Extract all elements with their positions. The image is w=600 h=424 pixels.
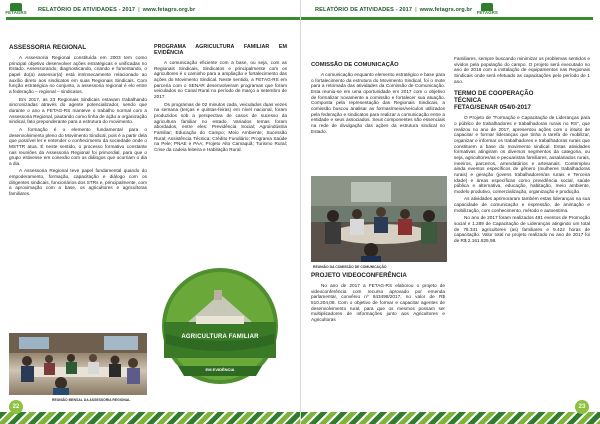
left-footer-stripe [0, 412, 300, 424]
fetagrs-logo: FETAGRS [6, 2, 26, 18]
assessoria-section [9, 44, 147, 199]
assessoria-paragraph: Em 2017, as 23 Regionais Sindicais estavam trabalhando sincronizadas através do agente potencializador, sendo que durante o ano a FETAG-RS manteve o trabalho normal com a Assessoria Regional, pautando como linha de ação a organização sindical, fato preponderante para a estrutura do movimento. [9, 96, 147, 125]
left-photo-caption: REUNIÃO MENSAL DA ASSESSORIA REGIONAL [52, 398, 131, 402]
left-header: FETAGRS RELATÓRIO DE ATIVIDADES - 2017 | www.fetagrs.org.br [6, 3, 195, 16]
left-page-number: 22 [9, 400, 23, 414]
termo-paragraph: O Projeto de "Formação e Capacitação de Lideranças para o público de trabalhadores e trabalhadoras rurais no RS", que realizou no ano de 2017, apresentou ações com o intuito de capacitar e formar lideranças que tinha a tarefa de mobilizar, organizar e informar os trabalhadores e trabalhadoras rurais que constituem a base do movimento sindical. Estas atividades formativas atingiram os diversos segmentos da categoria, ou seja, agricultores/as e pecuaristas familiares, assalariados rurais, meeiros, parceiros, arrendatários e artesanais. Contemplou ainda eventos específicos de gênero (mulheres trabalhadoras rurais) e geração (jovens trabalhadores/as rurais e Terceira Idade) e áreas específicas como previdência social, saúde pública e alternativa, educação, habitação, meio ambiente, modelo produtivo, comercialização, organização e produção. [454, 115, 590, 194]
comissao-section [311, 62, 445, 136]
video-section [311, 272, 445, 325]
programa-title: PROGRAMA AGRICULTURA FAMILIAR EM EVIDÊNCIA [154, 44, 287, 56]
right-header-title: RELATÓRIO DE ATIVIDADES - 2017 [315, 6, 413, 13]
right-header-website[interactable]: www.fetagrs.org.br [419, 6, 473, 13]
left-header-title: RELATÓRIO DE ATIVIDADES - 2017 [38, 6, 136, 13]
right-page [300, 0, 600, 424]
banner-subtitle: EM EVIDÊNCIA [205, 367, 235, 372]
right-header-bar [301, 17, 593, 20]
left-header-website[interactable]: www.fetagrs.org.br [142, 6, 196, 13]
right-photo-caption: REUNIÃO DA COMISSÃO DE COMUNICAÇÃO [313, 265, 387, 269]
assessoria-meeting-photo [9, 333, 147, 395]
assessoria-title: ASSESSORIA REGIONAL [9, 44, 87, 51]
video-continued-paragraph: Familiares, sempre buscando minimizar os problemas sentidos e vividos pela população do campo. O projeto será executado no ano de 2018 com a instalação de equipamentos nas Regionais Sindicais onde será efetuado as capacitações pelo período de 1 ano. [454, 56, 590, 84]
comissao-title: COMISSÃO DE COMUNICAÇÃO [311, 62, 399, 68]
fetagrs-logo: FETAGRS [477, 2, 497, 18]
termo-paragraph: As atividades aprimoraram também estas lideranças na sua capacidade de comunicação e expressão, de animação e mobilização, com conhecimento, método e autoestima. [454, 196, 590, 213]
programa-section [154, 44, 287, 155]
right-page-number: 23 [575, 400, 589, 414]
programa-paragraph: A comunicação eficiente com a base, ou seja, com as Regionais Sindicais, Sindicatos e principalmente com os agricultores é o caminho para a ampliação e fortalecimento das ações do Movimento Sindical. Neste sentido, a FETAG-RS em parceria com o SENAR desenvolveram programas que foram veiculados no Canal Rural no período de março a setembro de 2017. [154, 60, 287, 99]
termo-title-line3: FETAG/SENAR 054/0-2017 [454, 104, 531, 112]
assessoria-paragraph: A formação é o elemento fundamental para o desenvolvimento pleno do Movimento Sindical, pois é a partir dela que possível ler e entender o conhecimento da sociedade onde o MSTTR atua. É neste sentido, o processo formativo constante nas reuniões da Assessoria Regional foi primordial, para que o grupo estivesse em conexão com os diálogos que ocorriam o dia a dia. [9, 126, 147, 166]
right-header: RELATÓRIO DE ATIVIDADES - 2017 | www.fetagrs.org.br FETAGRS [315, 3, 497, 16]
right-footer-stripe [301, 412, 600, 424]
comissao-paragraph: A comunicação enquanto elemento estratégico e base para o fortalecimento da estrutura do Movimento Sindical, foi o mote para a retomada das atividades da Comissão de Comunicação. Esta reuniu-se em uma oportunidade em 2017 com o objetivo de formalizar novamente a comissão e fortalecer sua atuação. Composta pela representação das Regionais Sindicais, a comissão buscou analisar as formas/meios/veículos utilizados pela federação e sindicatos para realizar a comunicação entre a entidade e seus associados. Seus componentes são essenciais na rede de divulgação das ações da estrutura sindical no Estado. [311, 72, 445, 134]
termo-section [454, 56, 590, 246]
assessoria-paragraph: A Assessoria Regional constituída em 2003 tem como principal objetivo desenvolver ações estratégicas e unificadas no Estado. Assessorando, diagnosticando, criando e fomentando, o papel do(a) assessor(a) está intrinsecamente relacionado ao auxílio direto aos sindicatos em suas Regionais Sindicais. Com função estratégica no conjunto, a assessoria regional é elo entre a federação – regional – sindicatos. [9, 55, 147, 94]
termo-paragraph: No ano de 2017 foram realizados 481 eventos de Promoção social e 1.289 de Capacitação de Lideranças atingindo um total de 78.341 agricultores (as) familiares e 9.422 horas de capacitação. Valor total no projeto realizado no ano de 2017 foi de R$ 2.161.825,98. [454, 215, 590, 244]
video-title: PROJETO VIDEOCONFERÊNCIA [311, 272, 407, 279]
agricultura-familiar-banner [158, 264, 282, 388]
assessoria-paragraph: A Assessoria Regional teve papel fundamental quando do empoderamento, formação, capacitação e diálogo com os dirigentes sindicais, funcionários dos STRs e, principalmente, com a aproximação com a base, os agricultores e agricultoras familiares. [9, 168, 147, 197]
banner-title: AGRICULTURA FAMILIAR [181, 334, 259, 340]
comissao-meeting-photo [311, 176, 447, 262]
termo-title-line1: TERMO DE COOPERAÇÃO [454, 90, 534, 98]
programa-paragraph: Os programas de 02 minutos cada, veiculados duas vezes na semana (terças e quintas-feiras) em nível nacional, foram produzidos sob a perspectiva de casos de sucesso da agricultura familiar no estado. Variados temas foram abordados, entre eles: Previdência Social; Agroindústria Familiar; Educação do Campo; Meio Ambiente; Sucessão Rural; Assistência Técnica; Crédito Fundiário; Programa Saúde na Pele; PNAE e PAA; Projeto Alto Camaquã; Turismo Rural; Crise da cadeia leiteira e Habitação Rural. [154, 101, 287, 152]
termo-title-line2: TÉCNICA [454, 97, 482, 105]
video-paragraph: No ano de 2017 a FETAG-RS elaborou o projeto de videoconferência com recurso aprovado por emenda parlamentar, convênio nº 843498/2017, no valor de R$ 510.204,08. Com o objetivo de formar e capacitar agentes de desenvolvimento rural, para que os mesmos possam ser multiplicadores de informações junto aos Agricultores e Agricultoras [311, 283, 445, 322]
left-header-bar [6, 17, 300, 20]
